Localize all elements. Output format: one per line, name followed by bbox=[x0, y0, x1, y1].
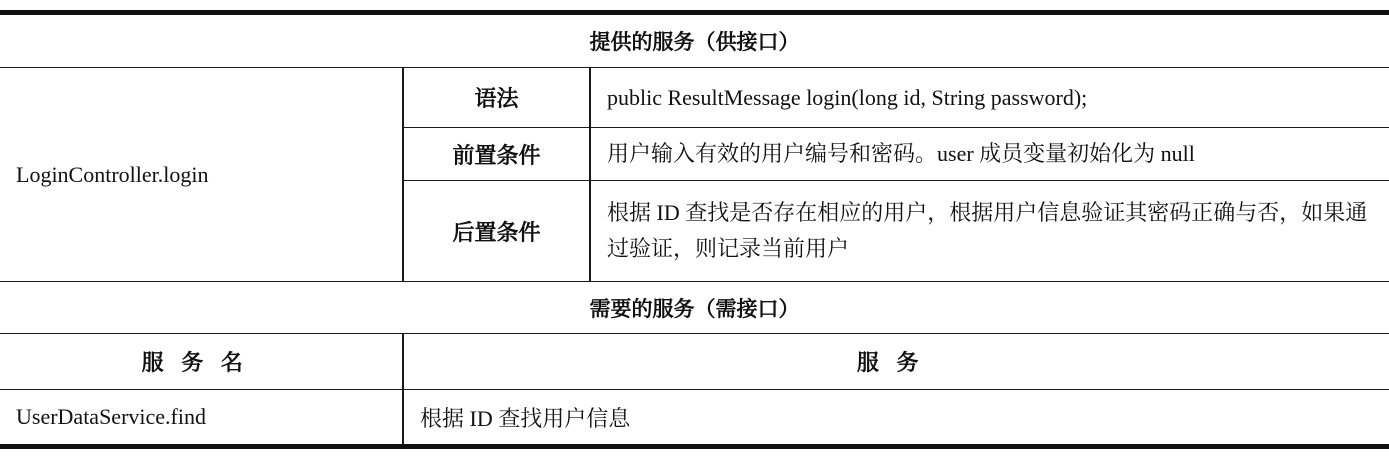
postcondition-value: 根据 ID 查找是否存在相应的用户，根据用户信息验证其密码正确与否，如果通过验证，则记录当前用户 bbox=[590, 181, 1389, 282]
precondition-label: 前置条件 bbox=[403, 128, 590, 181]
required-columns-row bbox=[0, 334, 1389, 390]
required-service-name: UserDataService.find bbox=[0, 390, 403, 447]
required-service-row bbox=[0, 390, 1389, 447]
syntax-value: public ResultMessage login(long id, String password); bbox=[590, 68, 1389, 128]
cropped-caption-strip bbox=[0, 0, 1389, 10]
precondition-value: 用户输入有效的用户编号和密码。user 成员变量初始化为 null bbox=[590, 128, 1389, 181]
service-name-column-header: 服务名 bbox=[0, 334, 403, 390]
postcondition-label: 后置条件 bbox=[403, 181, 590, 282]
method-name-cell: LoginController.login bbox=[0, 68, 403, 282]
provided-services-header: 提供的服务（供接口） bbox=[0, 13, 1389, 68]
required-service-description: 根据 ID 查找用户信息 bbox=[403, 390, 1389, 447]
syntax-label: 语法 bbox=[403, 68, 590, 128]
syntax-row bbox=[0, 68, 1389, 128]
required-header-row bbox=[0, 282, 1389, 334]
provided-header-row bbox=[0, 13, 1389, 68]
service-column-header: 服务 bbox=[403, 334, 1389, 390]
required-services-header: 需要的服务（需接口） bbox=[0, 282, 1389, 334]
interface-spec-table bbox=[0, 10, 1389, 449]
